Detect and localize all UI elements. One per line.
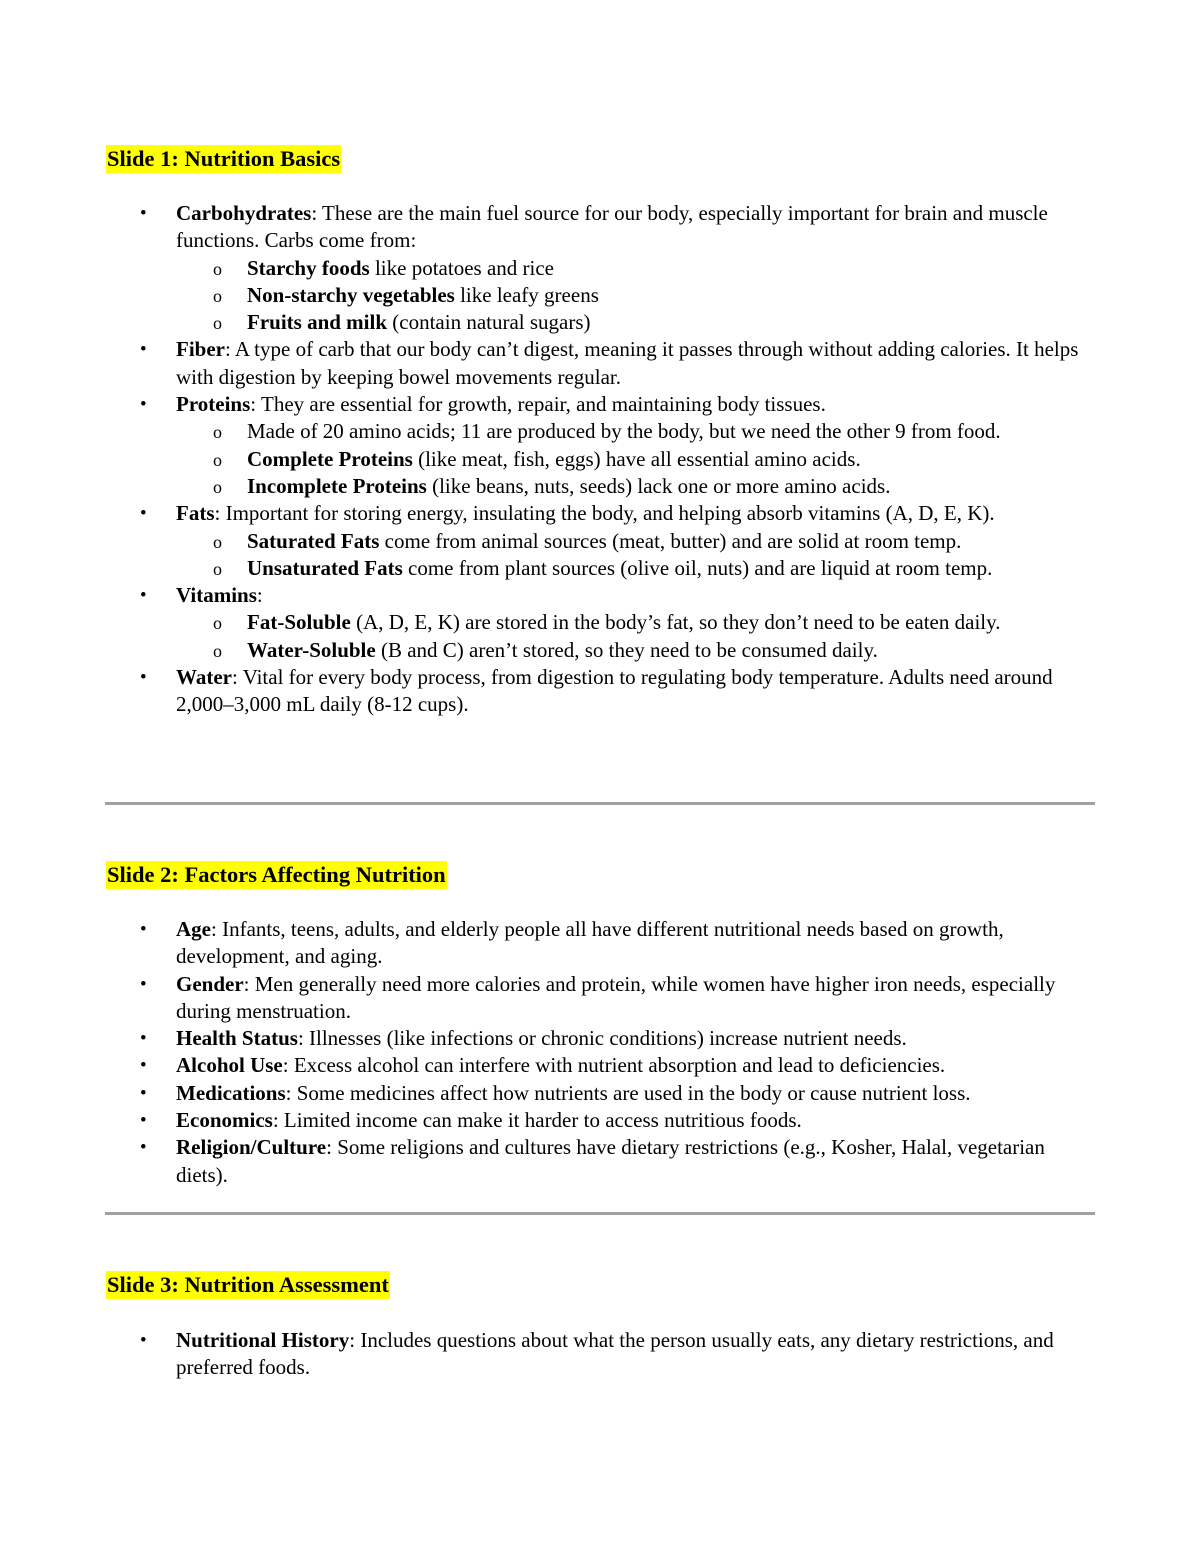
list-item-medications xyxy=(0,1080,1100,1107)
description: : These are the main fuel source for our body, especially important for brain and muscle functions. Carbs come from: xyxy=(176,201,1048,253)
bullet-icon: • xyxy=(140,973,147,995)
term: Water-Soluble xyxy=(247,637,376,662)
term: Medications xyxy=(176,1080,286,1105)
sub-item-complete-proteins xyxy=(176,446,1100,473)
term: Fats xyxy=(176,501,215,526)
sub-item-incomplete-proteins xyxy=(176,473,1100,500)
description: : A type of carb that our body can’t digest, meaning it passes through without adding calories. It helps with digestion by keeping bowel movements regular. xyxy=(176,337,1079,389)
bullet-icon: • xyxy=(140,585,147,607)
bullet-icon: • xyxy=(140,919,147,940)
list-item-proteins xyxy=(0,391,1100,500)
sub-bullet-icon: o xyxy=(213,640,222,661)
sub-item-saturated-fats xyxy=(176,528,1100,555)
sub-item-water-soluble xyxy=(176,637,1100,664)
bullet-icon: • xyxy=(140,503,147,525)
bullet-icon: • xyxy=(140,1137,147,1159)
description: : Important for storing energy, insulating the body, and helping absorb vitamins (A, D, E, K). xyxy=(214,501,995,526)
list-item-alcohol-use xyxy=(0,1052,1100,1079)
bullet-icon: • xyxy=(140,1028,147,1050)
proteins-sublist xyxy=(176,418,1100,500)
description: : Includes questions about what the person usually eats, any dietary restrictions, and preferred foods. xyxy=(176,1328,1054,1380)
slide-2-heading: Slide 2: Factors Affecting Nutrition xyxy=(107,862,446,887)
sub-bullet-icon: o xyxy=(213,613,222,634)
section-divider xyxy=(105,802,1095,805)
term: Non-starchy vegetables xyxy=(247,282,455,307)
term: Age xyxy=(176,917,211,941)
sub-bullet-icon: o xyxy=(213,313,222,334)
description: : Illnesses (like infections or chronic conditions) increase nutrient needs. xyxy=(297,1026,907,1051)
description: : They are essential for growth, repair, and maintaining body tissues. xyxy=(250,392,826,417)
term: Unsaturated Fats xyxy=(247,555,403,580)
sub-bullet-icon: o xyxy=(213,449,222,470)
sub-bullet-icon: o xyxy=(213,285,222,306)
bullet-icon: • xyxy=(140,1082,147,1104)
list-item-water xyxy=(0,664,1100,719)
description: : xyxy=(256,583,263,608)
term: Proteins xyxy=(176,392,251,417)
bullet-icon: • xyxy=(140,203,147,224)
slide-1-heading: Slide 1: Nutrition Basics xyxy=(107,146,341,171)
vitamins-sublist xyxy=(176,609,1100,664)
description: : Some medicines affect how nutrients are used in the body or cause nutrient loss. xyxy=(285,1080,971,1105)
description: (contain natural sugars) xyxy=(387,310,591,335)
sub-item-amino-acids xyxy=(176,418,1100,445)
list-item-fats xyxy=(0,500,1100,582)
sub-item-fat-soluble xyxy=(176,609,1100,636)
description: : Limited income can make it harder to access nutritious foods. xyxy=(272,1108,802,1133)
sub-item-unsaturated-fats xyxy=(176,555,1100,582)
list-item-gender xyxy=(0,971,1100,1026)
description: Made of 20 amino acids; 11 are produced by the body, but we need the other 9 from food. xyxy=(247,419,1001,444)
term: Health Status xyxy=(176,1026,298,1051)
bullet-icon: • xyxy=(140,667,147,689)
term: Fiber xyxy=(176,337,225,362)
term: Complete Proteins xyxy=(247,446,413,471)
sub-item-starchy-foods xyxy=(176,255,1100,282)
term: Saturated Fats xyxy=(247,528,380,553)
section-divider xyxy=(105,1212,1095,1215)
term: Gender xyxy=(176,971,244,996)
list-item-vitamins xyxy=(0,582,1100,664)
term: Water xyxy=(176,665,232,690)
description: (like meat, fish, eggs) have all essential amino acids. xyxy=(412,446,861,471)
sub-bullet-icon: o xyxy=(213,422,222,443)
slide-3-heading: Slide 3: Nutrition Assessment xyxy=(107,1272,389,1297)
description: come from animal sources (meat, butter) and are solid at room temp. xyxy=(379,528,962,553)
list-item-fiber xyxy=(0,336,1100,391)
list-item-economics xyxy=(0,1107,1100,1134)
sub-bullet-icon: o xyxy=(213,476,222,497)
term: Economics xyxy=(176,1108,273,1133)
description: come from plant sources (olive oil, nuts) and are liquid at room temp. xyxy=(402,555,993,580)
slide-2-list xyxy=(0,916,1100,1189)
bullet-icon: • xyxy=(140,1055,147,1077)
description: like potatoes and rice xyxy=(369,255,554,280)
term: Incomplete Proteins xyxy=(247,473,427,498)
description: : Vital for every body process, from digestion to regulating body temperature. Adults need around 2,000–3,000 mL daily (8-12 cups). xyxy=(176,665,1053,717)
description: (B and C) aren’t stored, so they need to be consumed daily. xyxy=(375,637,878,662)
list-item-age xyxy=(0,916,1100,971)
term: Fat-Soluble xyxy=(247,610,351,635)
term: Nutritional History xyxy=(176,1328,350,1352)
slide-3-list xyxy=(0,1327,1100,1382)
description: (like beans, nuts, seeds) lack one or more amino acids. xyxy=(426,473,891,498)
description: : Some religions and cultures have dietary restrictions (e.g., Kosher, Halal, vegetarian diets). xyxy=(176,1135,1045,1187)
description: (A, D, E, K) are stored in the body’s fat, so they don’t need to be eaten daily. xyxy=(350,610,1001,635)
description: : Men generally need more calories and protein, while women have higher iron needs, especially during menstruation. xyxy=(176,971,1056,1023)
bullet-icon: • xyxy=(140,339,147,361)
description: : Excess alcohol can interfere with nutrient absorption and lead to deficiencies. xyxy=(282,1053,946,1078)
term: Alcohol Use xyxy=(176,1053,283,1078)
list-item-religion-culture xyxy=(0,1134,1100,1189)
description: like leafy greens xyxy=(454,282,599,307)
list-item-carbohydrates xyxy=(0,200,1100,336)
bullet-icon: • xyxy=(140,1330,147,1351)
slide-1-list xyxy=(0,200,1100,719)
sub-item-fruits-milk xyxy=(176,309,1100,336)
term: Fruits and milk xyxy=(247,310,388,335)
list-item-nutritional-history xyxy=(0,1327,1100,1382)
sub-bullet-icon: o xyxy=(213,531,222,552)
sub-bullet-icon: o xyxy=(213,558,222,579)
bullet-icon: • xyxy=(140,1110,147,1132)
term: Vitamins xyxy=(176,583,257,608)
fats-sublist xyxy=(176,528,1100,583)
carbs-sublist xyxy=(176,255,1100,337)
term: Starchy foods xyxy=(247,255,370,280)
sub-item-non-starchy xyxy=(176,282,1100,309)
bullet-icon: • xyxy=(140,394,147,416)
term: Religion/Culture xyxy=(176,1135,327,1160)
sub-bullet-icon: o xyxy=(213,258,222,279)
list-item-health-status xyxy=(0,1025,1100,1052)
term: Carbohydrates xyxy=(176,201,312,225)
description: : Infants, teens, adults, and elderly people all have different nutritional needs based on growth, development, and aging. xyxy=(176,917,1004,969)
